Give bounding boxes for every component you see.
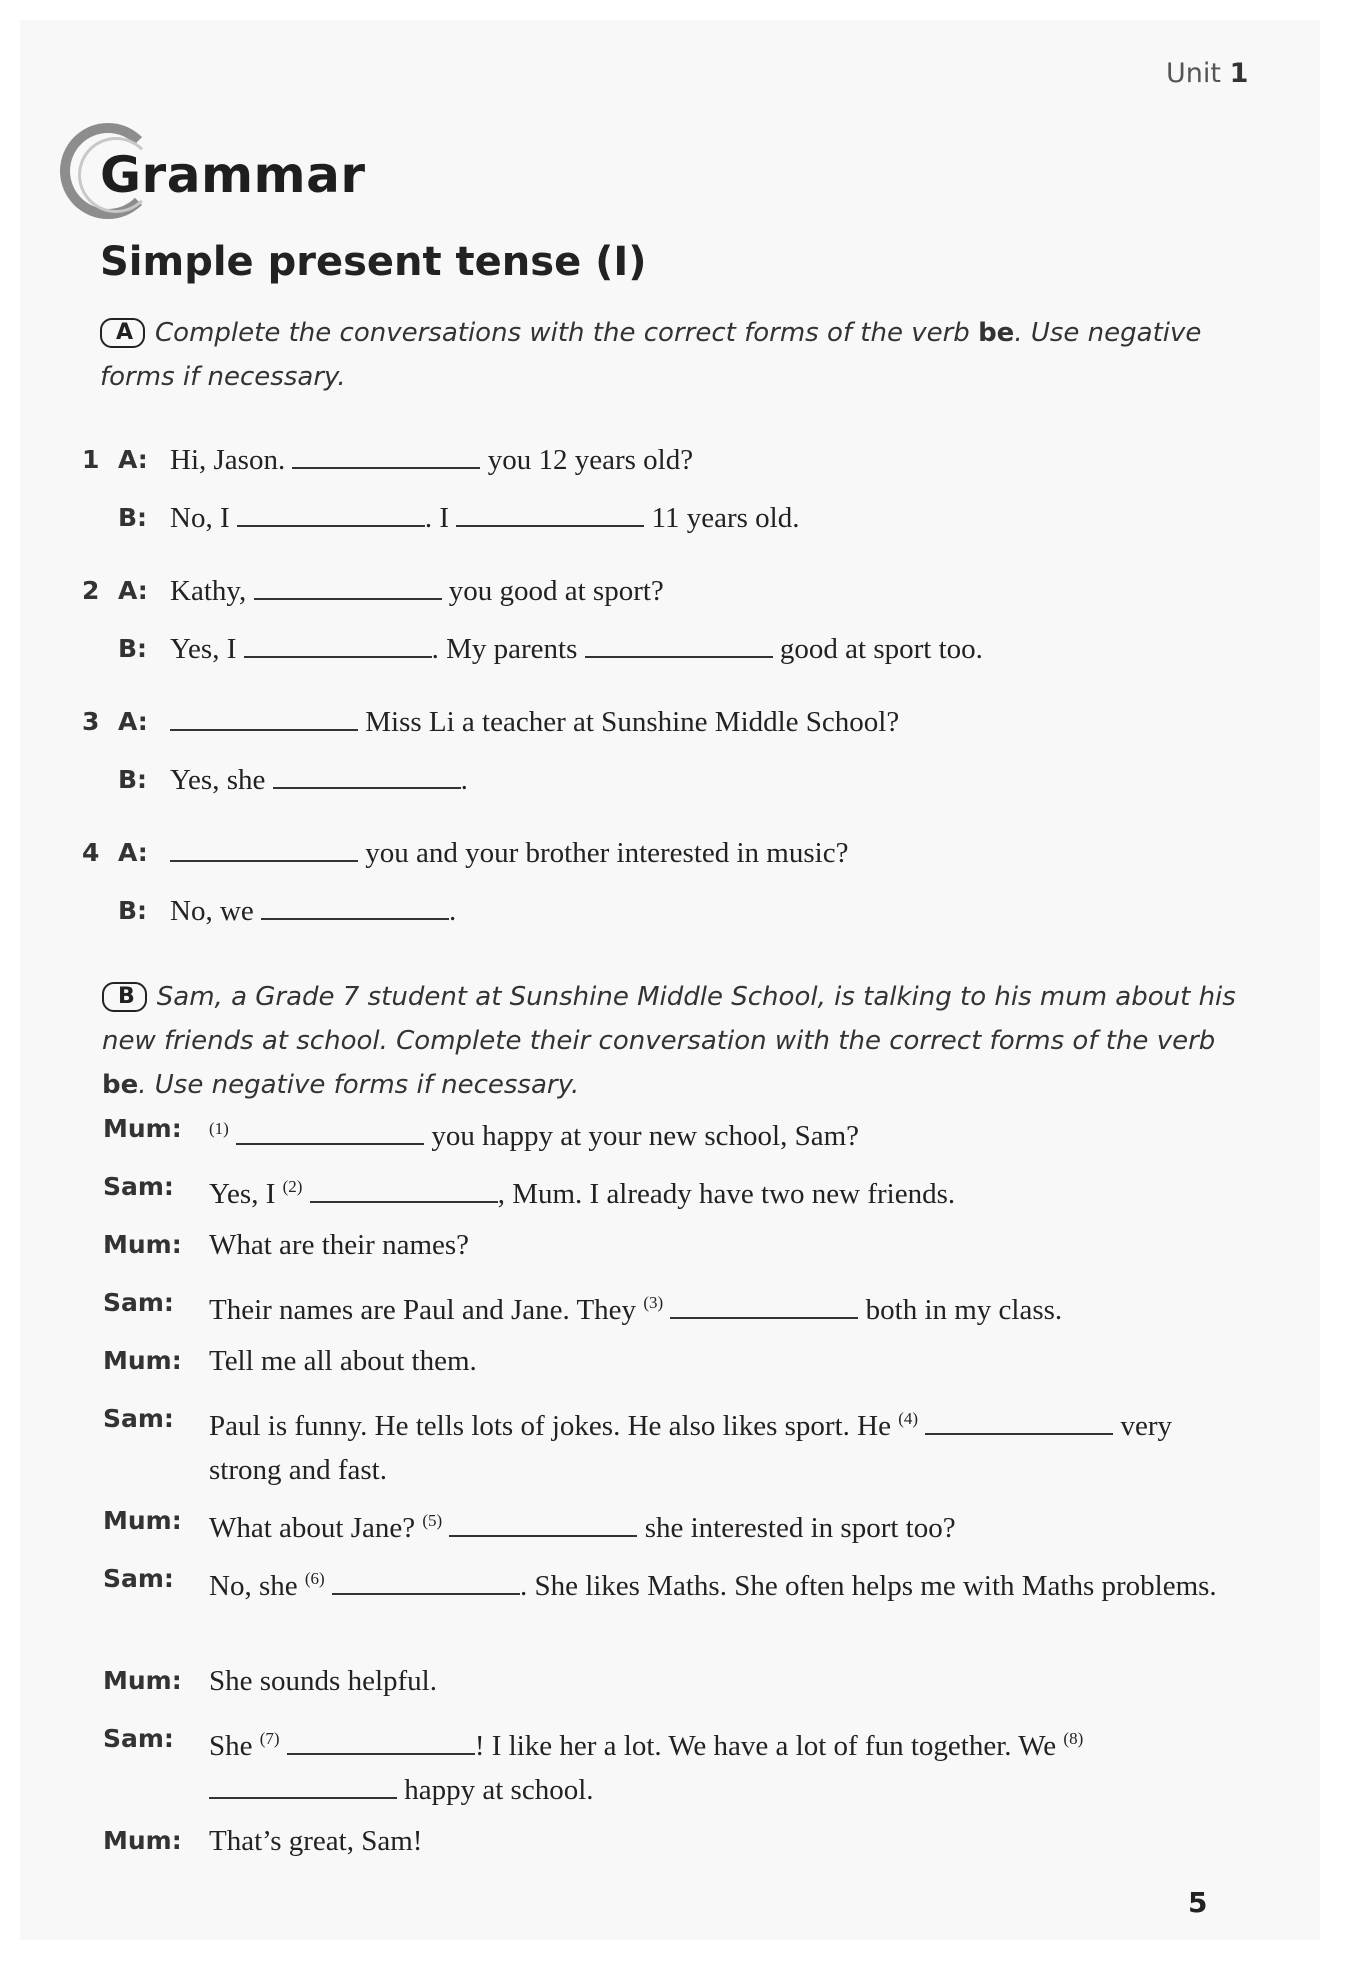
answer-blank[interactable] xyxy=(237,501,425,527)
answer-blank[interactable] xyxy=(170,705,358,731)
answer-blank[interactable] xyxy=(273,763,461,789)
answer-blank[interactable] xyxy=(287,1729,475,1755)
exercise-b-badge: B xyxy=(102,982,147,1012)
answer-blank[interactable] xyxy=(585,632,773,658)
answer-blank[interactable] xyxy=(456,501,644,527)
answer-blank[interactable] xyxy=(449,1511,637,1537)
answer-blank[interactable] xyxy=(254,574,442,600)
answer-blank[interactable] xyxy=(236,1119,424,1145)
workbook-page: Unit 1 Grammar Simple present tense (I) A Complete the conversations with the correct forms of the verb be. Use negative forms if necessary. 1 A: Hi, Jason. you 12 years old? B: No, I . I 11 years old. 2 A: Kathy, you good at sport? B: Yes, I . My parents good at sport too. 3 A: Miss Li a teacher at Sunshine Middle School? B: Yes, she . 4 A: you and your brother interested in music? B: No, we . B Sam, a Grade 7 student at Sunshine Middle School, is talking to his mum about his new friends at school. Complete their conversation with the correct forms of the verb be. Use negative forms if necessary. Mum: $^{(1)}$ you happy at your new school, Sam? Sam: Yes, I $^{(2)}$ , Mum. I already have two new friends. Mum: What are their names? Sam: Their names are Paul and Jane. They $^{(3)}$ both in my class. Mum: Tell me all about them. Sam: Paul is funny. He tells lots of jokes. He also likes sport. He $^{(4)}$ very strong and fast. Mum: What about Jane? $^{(5)}$ she interested in sport too? Sam: No, she $^{(6)}$ . She likes Maths. She often helps me with Maths problems. Mum: She sounds helpful. Sam: She $^{(7)}$ ! I like her a lot. We have a lot of fun together. We $^{(8)}$ happy at school. Mum: That’s great, Sam! 5 xyxy=(20,20,1320,1940)
unit-label: Unit 1 xyxy=(1166,58,1249,89)
exercise-a-instruction: A Complete the conversations with the correct forms of the verb be. Use negative forms if necessary. xyxy=(100,318,1202,392)
answer-blank[interactable] xyxy=(209,1773,397,1799)
answer-blank[interactable] xyxy=(925,1409,1113,1435)
exercise-a-badge: A xyxy=(100,318,145,348)
answer-blank[interactable] xyxy=(292,443,480,469)
section-title: Simple present tense (I) xyxy=(100,239,647,285)
answer-blank[interactable] xyxy=(310,1177,498,1203)
answer-blank[interactable] xyxy=(170,836,358,862)
answer-blank[interactable] xyxy=(244,632,432,658)
answer-blank[interactable] xyxy=(670,1293,858,1319)
answer-blank[interactable] xyxy=(261,894,449,920)
exercise-b-instruction: B Sam, a Grade 7 student at Sunshine Middle School, is talking to his mum about his new friends at school. Complete their conversation with the correct forms of the verb be. Use negative forms if necessary. xyxy=(102,982,1236,1100)
answer-blank[interactable] xyxy=(332,1569,520,1595)
page-heading: Grammar xyxy=(100,146,366,204)
page-number: 5 xyxy=(1188,1886,1208,1919)
